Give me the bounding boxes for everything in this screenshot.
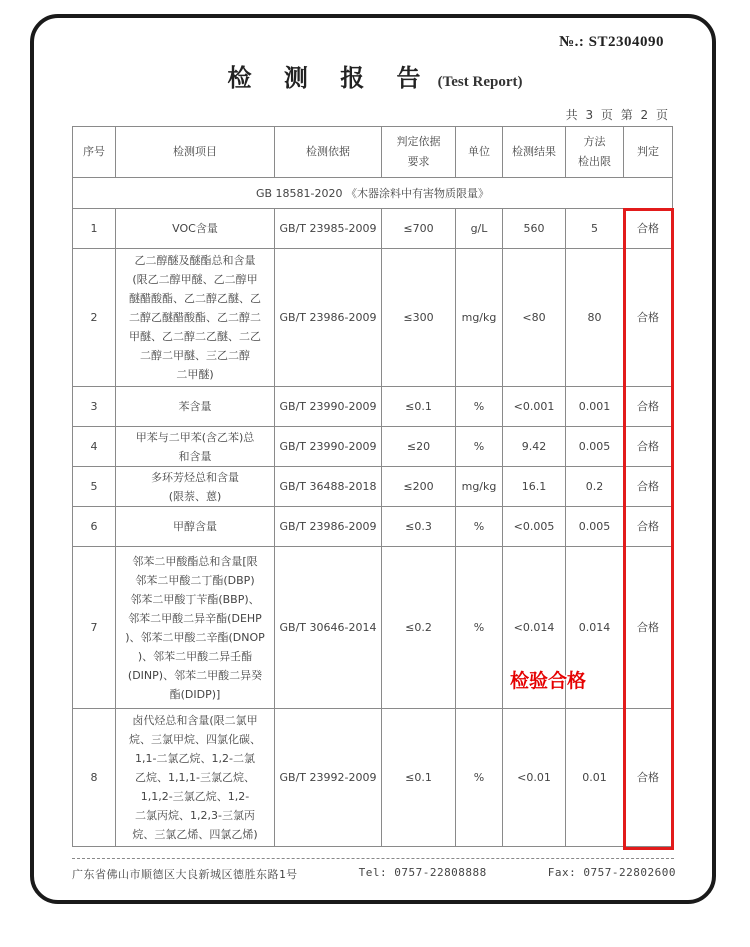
row-number: 2 [73, 249, 116, 387]
row-number: 6 [73, 507, 116, 547]
test-result: <0.005 [503, 507, 566, 547]
detection-limit: 0.001 [566, 387, 624, 427]
test-results-table [72, 126, 673, 847]
verdict: 合格 [624, 709, 673, 847]
row-number: 4 [73, 427, 116, 467]
requirement: ≤700 [382, 209, 456, 249]
row-number: 8 [73, 709, 116, 847]
requirement: ≤20 [382, 427, 456, 467]
table-row [73, 209, 673, 249]
requirement: ≤0.1 [382, 709, 456, 847]
test-item: 苯含量 [116, 387, 275, 427]
footer-fax: Fax: 0757-22802600 [547, 866, 676, 879]
row-number: 3 [73, 387, 116, 427]
table-row [73, 507, 673, 547]
requirement: ≤0.2 [382, 547, 456, 709]
unit: % [456, 427, 503, 467]
table-row [73, 709, 673, 847]
column-header: 判定依据 要求 [382, 127, 456, 178]
verdict: 合格 [624, 209, 673, 249]
footer-tel: Tel: 0757-22808888 [358, 866, 487, 879]
title-english: (Test Report) [437, 74, 523, 90]
unit: mg/kg [456, 249, 503, 387]
page-indicator: 共 3 页 第 2 页 [565, 108, 670, 122]
column-header: 检测依据 [275, 127, 382, 178]
test-result: <80 [503, 249, 566, 387]
requirement: ≤300 [382, 249, 456, 387]
report-title [0, 58, 750, 93]
detection-limit: 5 [566, 209, 624, 249]
row-number: 1 [73, 209, 116, 249]
column-header: 单位 [456, 127, 503, 178]
footer-divider [72, 858, 674, 859]
pass-stamp: 检验合格 [510, 670, 587, 692]
test-item: 卤代烃总和含量(限二氯甲 烷、三氯甲烷、四氯化碳、 1,1-二氯乙烷、1,2-二氯 乙烷、1,1,1-三氯乙烷、 1,1,2-三氯乙烷、1,2- 二氯丙烷、1,2,3-三氯丙 烷、三氯乙烯、四氯乙烯) [116, 709, 275, 847]
title-chinese: 检 测 报 告 [227, 64, 433, 92]
test-result: <0.014 [503, 547, 566, 709]
verdict: 合格 [624, 387, 673, 427]
verdict: 合格 [624, 547, 673, 709]
footer-address: 广东省佛山市顺德区大良新城区德胜东路1号 [72, 868, 298, 881]
verdict: 合格 [624, 467, 673, 507]
verdict: 合格 [624, 427, 673, 467]
table-row [73, 249, 673, 387]
test-method: GB/T 23986-2009 [275, 507, 382, 547]
requirement: ≤0.3 [382, 507, 456, 547]
unit: % [456, 709, 503, 847]
test-method: GB/T 23992-2009 [275, 709, 382, 847]
verdict: 合格 [624, 507, 673, 547]
requirement: ≤0.1 [382, 387, 456, 427]
column-header: 检测结果 [503, 127, 566, 178]
test-item: 邻苯二甲酸酯总和含量[限 邻苯二甲酸二丁酯(DBP) 邻苯二甲酸丁苄酯(BBP)、 邻苯二甲酸二异辛酯(DEHP )、邻苯二甲酸二辛酯(DNOP )、邻苯二甲酸二异壬酯 (DINP)、邻苯二甲酸二异癸 酯(DIDP)] [116, 547, 275, 709]
report-number: №.: ST2304090 [559, 34, 664, 50]
unit: % [456, 507, 503, 547]
table-header-row [73, 127, 673, 178]
detection-limit: 0.005 [566, 507, 624, 547]
test-method: GB/T 30646-2014 [275, 547, 382, 709]
standard-row [73, 178, 673, 209]
unit: g/L [456, 209, 503, 249]
test-method: GB/T 23990-2009 [275, 427, 382, 467]
test-method: GB/T 36488-2018 [275, 467, 382, 507]
detection-limit: 0.01 [566, 709, 624, 847]
row-number: 7 [73, 547, 116, 709]
table-row [73, 467, 673, 507]
unit: % [456, 547, 503, 709]
test-item: VOC含量 [116, 209, 275, 249]
test-result: 9.42 [503, 427, 566, 467]
test-result: <0.001 [503, 387, 566, 427]
detection-limit: 80 [566, 249, 624, 387]
test-method: GB/T 23990-2009 [275, 387, 382, 427]
test-item: 甲苯与二甲苯(含乙苯)总 和含量 [116, 427, 275, 467]
column-header: 判定 [624, 127, 673, 178]
test-result: 560 [503, 209, 566, 249]
column-header: 序号 [73, 127, 116, 178]
requirement: ≤200 [382, 467, 456, 507]
test-result: <0.01 [503, 709, 566, 847]
test-item: 甲醇含量 [116, 507, 275, 547]
table-row [73, 427, 673, 467]
test-item: 多环芳烃总和含量 (限萘、蒽) [116, 467, 275, 507]
test-method: GB/T 23986-2009 [275, 249, 382, 387]
test-method: GB/T 23985-2009 [275, 209, 382, 249]
detection-limit: 0.014 [566, 547, 624, 709]
verdict: 合格 [624, 249, 673, 387]
test-item: 乙二醇醚及醚酯总和含量 (限乙二醇甲醚、乙二醇甲 醚醋酸酯、乙二醇乙醚、乙 二醇乙醚醋酸酯、乙二醇二 甲醚、乙二醇二乙醚、二乙 二醇二甲醚、三乙二醇 二甲醚) [116, 249, 275, 387]
verdict-highlight-box [623, 208, 674, 850]
column-header: 方法 检出限 [566, 127, 624, 178]
standard-name: GB 18581-2020 《木器涂料中有害物质限量》 [73, 178, 673, 209]
table-row [73, 387, 673, 427]
detection-limit: 0.2 [566, 467, 624, 507]
detection-limit: 0.005 [566, 427, 624, 467]
unit: mg/kg [456, 467, 503, 507]
test-result: 16.1 [503, 467, 566, 507]
table-body [73, 178, 673, 847]
footer [72, 866, 676, 882]
column-header: 检测项目 [116, 127, 275, 178]
unit: % [456, 387, 503, 427]
row-number: 5 [73, 467, 116, 507]
